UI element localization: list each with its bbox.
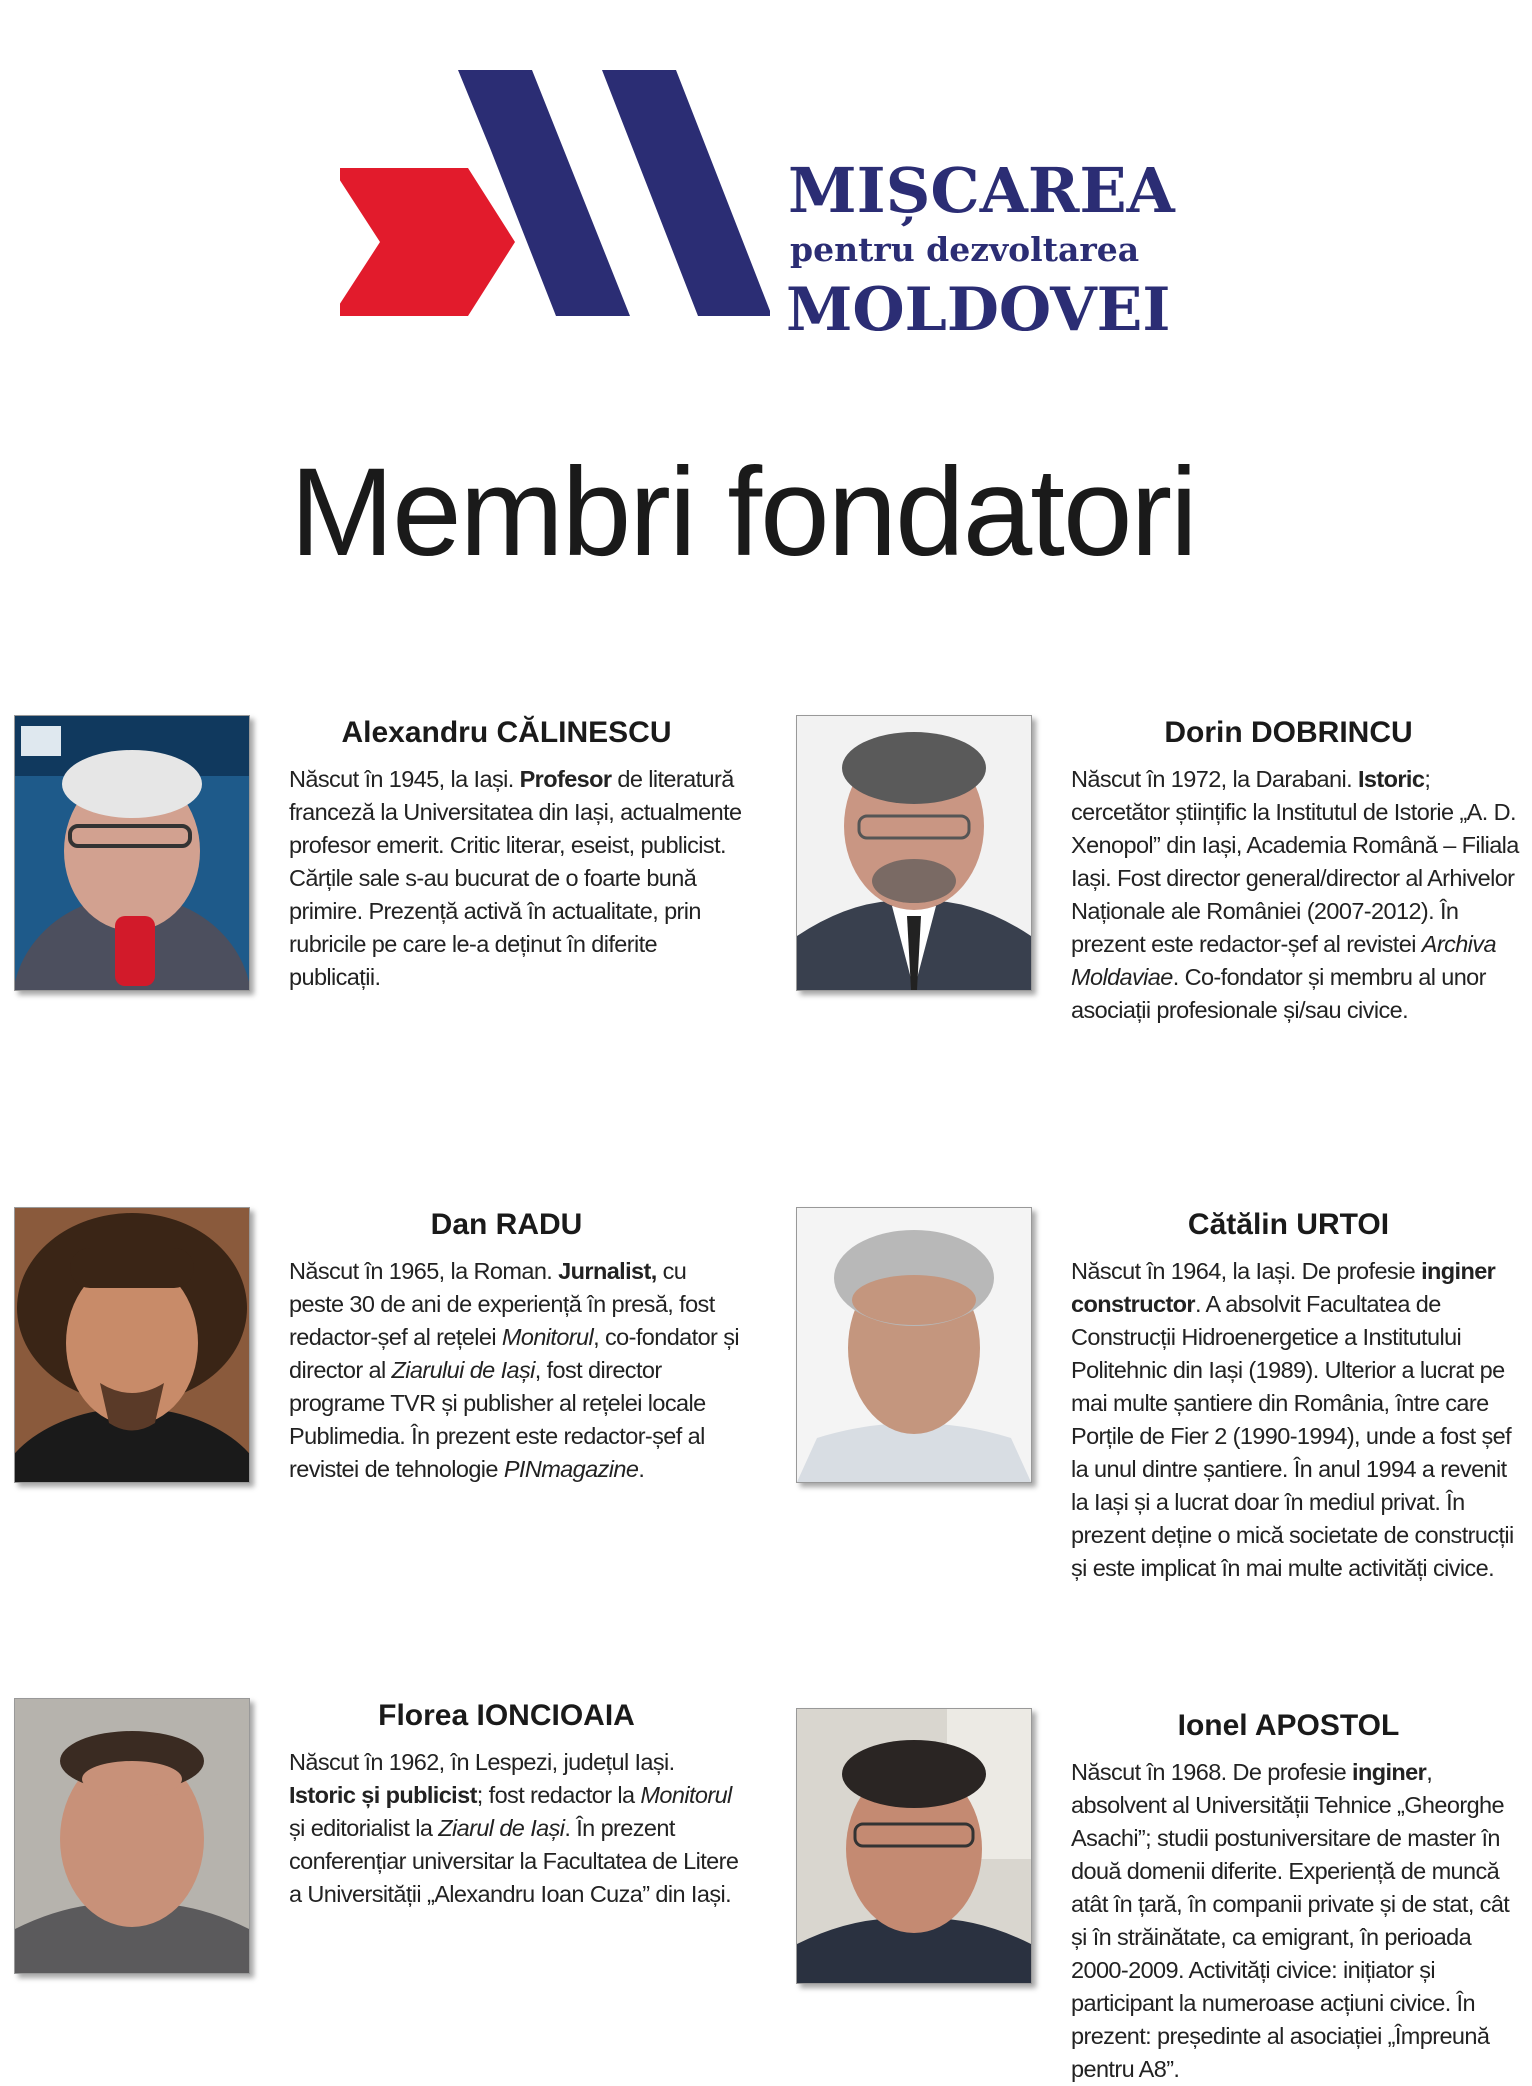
page-title: Membri fondatori <box>290 443 1196 582</box>
member-name: Florea IONCIOAIA <box>378 1699 635 1732</box>
bio-segment: Archiva Moldaviae <box>1071 931 1496 990</box>
logo-line-3: MOLDOVEI <box>786 275 1171 345</box>
member-bio <box>1071 763 1526 1027</box>
bio-segment: Monitorul <box>501 1324 594 1350</box>
bio-segment: Născut în 1964, la Iași. De profesie <box>1071 1258 1422 1284</box>
member-name: Alexandru CĂLINESCU <box>341 716 672 749</box>
bio-segment: Istoric <box>1357 766 1425 792</box>
bio-segment: , absolvent al Universității Tehnice „Gheorghe Asachi”; studii postuniversitare de master în două domenii diferite. Experiență de muncă atât în țară, în companii private și de stat, cât și în străinătate, ca emigrant, în perioada 2000-2009. Activități civice: inițiator și participant la numeroase acțiuni civice. În prezent: președinte al asociației „Împreună pentru A8”. <box>1071 1759 1510 2082</box>
member-photo <box>14 715 250 991</box>
bio-segment: . <box>638 1456 645 1482</box>
bio-segment: Născut în 1945, la Iași. <box>289 766 520 792</box>
member-bio <box>289 1746 744 1911</box>
bio-segment: Născut în 1968. De profesie <box>1071 1759 1353 1785</box>
bio-segment: inginer constructor <box>1071 1258 1496 1317</box>
logo-red-chevron <box>340 168 515 316</box>
member-name: Cătălin URTOI <box>1187 1208 1390 1241</box>
member-photo <box>14 1207 250 1483</box>
bio-segment: , co-fondator și director al <box>289 1324 739 1383</box>
bio-segment: . A absolvit Facultatea de Construcții Hidroenergetice a Institutului Politehnic din Iași (1989). Ulterior a lucrat pe mai multe șantiere din România, între care Porțile de Fier 2 (1990-1994), unde a fost șef la unul dintre șantiere. În anul 1994 a revenit la Iași și a lucrat doar în mediul privat. În prezent deține o mică societate de construcții și este implicat în mai multe activități civice. <box>1071 1291 1514 1581</box>
member-name: Dorin DOBRINCU <box>1164 716 1413 749</box>
bio-segment: ; cercetător științific la Institutul de Istorie „A. D. Xenopol” din Iași, Academia Română – Filiala Iași. Fost director general/director al Arhivelor Naționale ale României (2007-2012). În prezent este redactor-șef al revistei <box>1071 766 1519 957</box>
member-photo <box>796 1708 1032 1984</box>
bio-segment: , fost director programe TVR și publisher al rețelei locale Publimedia. În prezent este redactor-șef al revistei de tehnologie <box>289 1357 706 1482</box>
bio-segment: cu peste 30 de ani de experiență în presă, fost redactor-șef al rețelei <box>289 1258 715 1350</box>
logo <box>340 70 1180 345</box>
logo-navy-stroke-right <box>602 70 770 316</box>
bio-segment: Născut în 1965, la Roman. <box>289 1258 559 1284</box>
member-name: Dan RADU <box>430 1208 583 1241</box>
bio-segment: Născut în 1962, în Lespezi, județul Iași. <box>289 1749 675 1775</box>
logo-line-1: MIȘCAREA <box>788 154 1175 227</box>
member-bio <box>289 1255 744 1486</box>
member-photo <box>796 1207 1032 1483</box>
bio-segment: Ziarului de Iași <box>391 1357 535 1383</box>
bio-segment: Născut în 1972, la Darabani. <box>1071 766 1358 792</box>
member-bio <box>1071 1756 1526 2086</box>
member-name: Ionel APOSTOL <box>1177 1709 1400 1742</box>
bio-segment: Istoric și publicist <box>289 1782 477 1808</box>
bio-segment: . Co-fondator și membru al unor asociații profesionale și/sau civice. <box>1071 964 1486 1023</box>
member-bio <box>1071 1255 1526 1585</box>
bio-segment: ; fost redactor la <box>476 1782 641 1808</box>
bio-segment: de literatură franceză la Universitatea din Iași, actualmente profesor emerit. Critic literar, eseist, publicist. Cărțile sale s-au bucurat de o foarte bună primire. Prezență activă în actualitate, prin rubricile pe care le-a deținut în diferite publicații. <box>289 766 742 990</box>
logo-mark <box>340 70 770 335</box>
bio-segment: și editorialist la <box>289 1815 439 1841</box>
bio-segment: Jurnalist, <box>558 1258 657 1284</box>
bio-segment: Ziarul de Iași <box>438 1815 565 1841</box>
bio-segment: inginer <box>1352 1759 1427 1785</box>
member-bio <box>289 763 744 994</box>
bio-segment: Monitorul <box>640 1782 732 1808</box>
logo-line-2: pentru dezvoltarea <box>790 230 1140 269</box>
member-photo <box>796 715 1032 991</box>
bio-segment: PINmagazine <box>503 1456 639 1482</box>
bio-segment: . În prezent conferențiar universitar la Facultatea de Litere a Universității „Alexandru Ioan Cuza” din Iași. <box>289 1815 739 1907</box>
bio-segment: Profesor <box>519 766 612 792</box>
member-photo <box>14 1698 250 1974</box>
